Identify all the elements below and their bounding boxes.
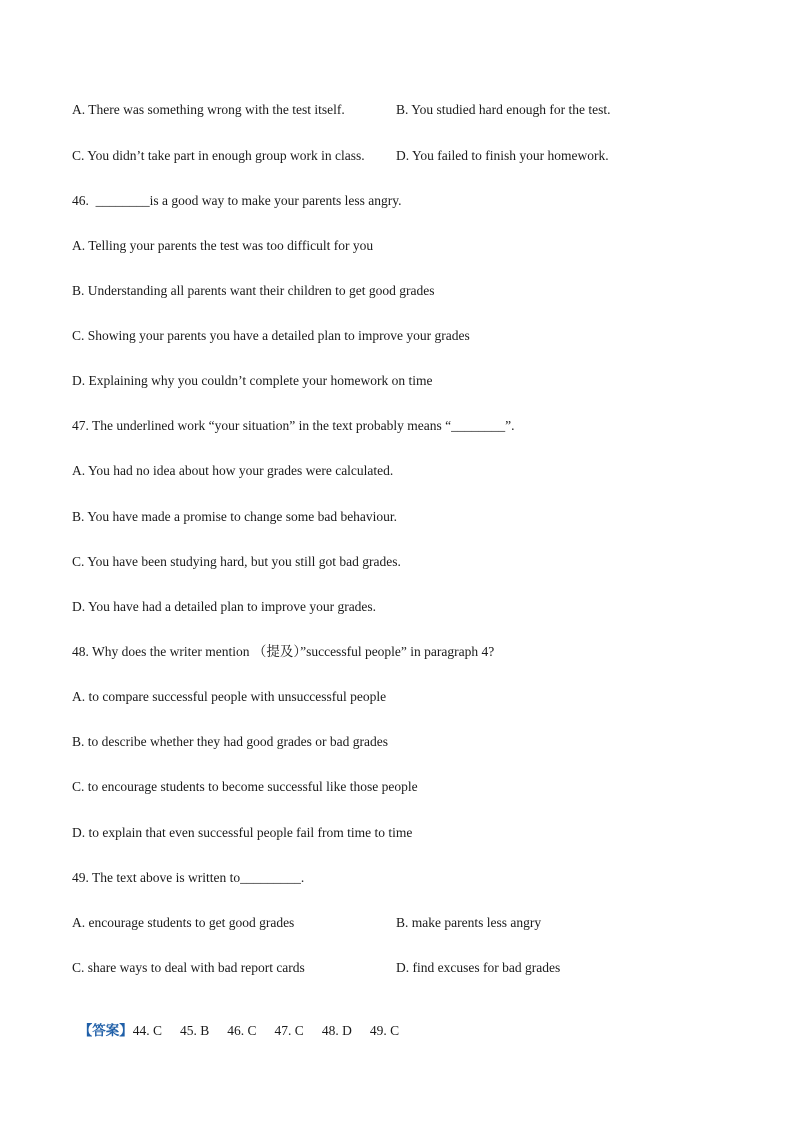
answer-item: 46. C [227, 1023, 257, 1038]
answer-key [72, 1004, 417, 1040]
q48-question: 48. Why does the writer mention （提及）”successful people” in paragraph 4? [72, 644, 495, 659]
q48-option-a: A. to compare successful people with unsuccessful people [72, 689, 387, 704]
q46-option-c: C. Showing your parents you have a detailed plan to improve your grades [72, 328, 470, 343]
q48-option-c: C. to encourage students to become successful like those people [72, 779, 418, 794]
q47-option-c: C. You have been studying hard, but you still got bad grades. [72, 554, 401, 569]
answer-item: 48. D [321, 1023, 352, 1038]
q49-option-b: B. make parents less angry [396, 915, 542, 930]
answer-item: 45. B [180, 1023, 210, 1038]
q45-option-a: A. There was something wrong with the test itself. [72, 102, 345, 117]
q47-option-d: D. You have had a detailed plan to improve your grades. [72, 599, 377, 614]
q46-question: 46. ________is a good way to make your parents less angry. [72, 193, 402, 208]
q48-option-d: D. to explain that even successful people fail from time to time [72, 825, 413, 840]
q49-option-a: A. encourage students to get good grades [72, 915, 295, 930]
q46-option-a: A. Telling your parents the test was too difficult for you [72, 238, 374, 253]
q47-option-b: B. You have made a promise to change some bad behaviour. [72, 509, 398, 524]
q47-option-a: A. You had no idea about how your grades were calculated. [72, 463, 394, 478]
answer-label: 【答案】 [78, 1023, 133, 1038]
q45-option-c: C. You didn’t take part in enough group work in class. [72, 148, 365, 163]
q49-option-c: C. share ways to deal with bad report cards [72, 960, 305, 975]
answer-item: 47. C [274, 1023, 304, 1038]
q49-option-d: D. find excuses for bad grades [396, 960, 561, 975]
answer-item: 44. C [132, 1023, 163, 1038]
q45-option-d: D. You failed to finish your homework. [396, 148, 609, 163]
q48-option-b: B. to describe whether they had good grades or bad grades [72, 734, 389, 749]
q45-option-b: B. You studied hard enough for the test. [396, 102, 611, 117]
answer-item: 49. C [369, 1023, 400, 1038]
q49-question: 49. The text above is written to_________. [72, 870, 305, 885]
q46-option-d: D. Explaining why you couldn’t complete your homework on time [72, 373, 433, 388]
q47-question: 47. The underlined work “your situation” in the text probably means “________”. [72, 418, 515, 433]
q46-option-b: B. Understanding all parents want their children to get good grades [72, 283, 435, 298]
